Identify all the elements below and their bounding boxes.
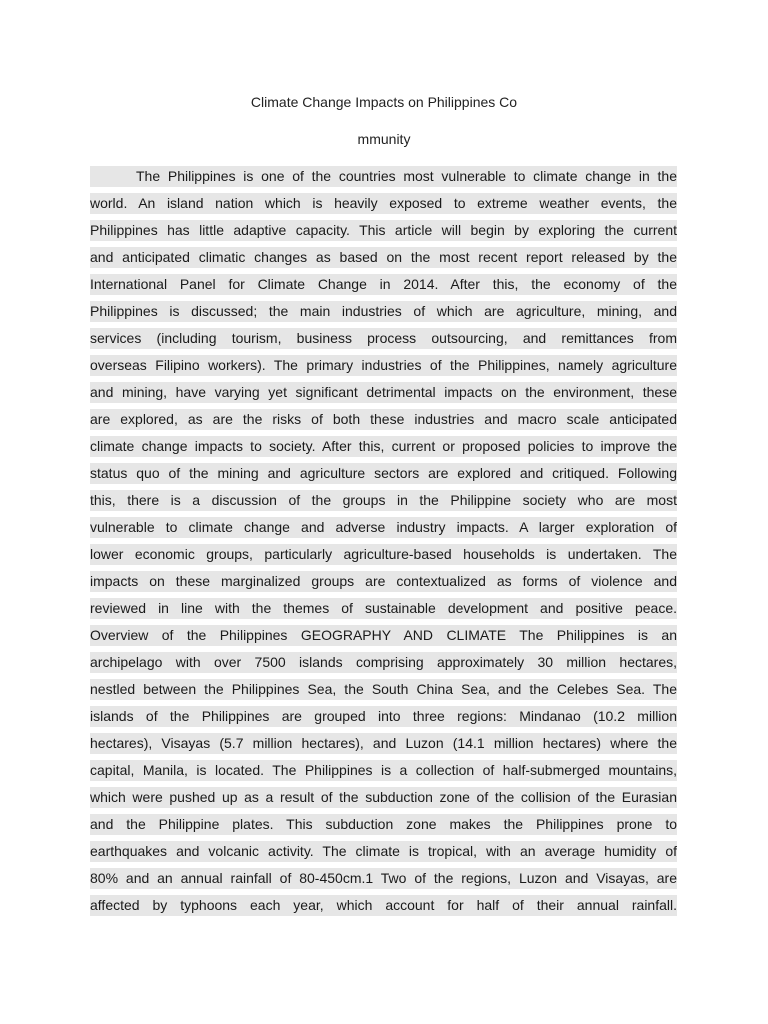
paragraph-line (90, 380, 677, 407)
paragraph-line-text: impacts on these marginalized groups are contextualized as forms of violence and (90, 571, 677, 592)
paragraph-line (90, 596, 677, 623)
paragraph-line (90, 785, 677, 812)
paragraph-line (90, 245, 677, 272)
paragraph-line (90, 299, 677, 326)
paragraph-line-text: services (including tourism, business process outsourcing, and remittances from (90, 328, 677, 349)
document-title-line-1: Climate Change Impacts on Philippines Co (250, 94, 518, 110)
paragraph-line-text: affected by typhoons each year, which account for half of their annual rainfall. (90, 895, 677, 916)
paragraph-line (90, 542, 677, 569)
paragraph-line-text: are explored, as are the risks of both these industries and macro scale anticipated (90, 409, 677, 430)
paragraph-line-text: Philippines is discussed; the main industries of which are agriculture, mining, and (90, 301, 677, 322)
paragraph-line-text: and the Philippine plates. This subduction zone makes the Philippines prone to (90, 814, 677, 835)
paragraph-line (90, 812, 677, 839)
paragraph-line (90, 731, 677, 758)
paragraph-line (90, 407, 677, 434)
document-title-line-2: mmunity (357, 131, 411, 147)
paragraph-line-text: and anticipated climatic changes as based on the most recent report released by the (90, 247, 677, 268)
paragraph-line (90, 461, 677, 488)
paragraph-line-text: and mining, have varying yet significant detrimental impacts on the environment, these (90, 382, 677, 403)
paragraph-line-text: this, there is a discussion of the groups in the Philippine society who are most (90, 490, 677, 511)
paragraph-line-text: hectares), Visayas (5.7 million hectares), and Luzon (14.1 million hectares) where the (90, 733, 677, 754)
paragraph-line-text: Overview of the Philippines GEOGRAPHY AND CLIMATE The Philippines is an (90, 625, 677, 646)
paragraph-line (90, 353, 677, 380)
paragraph-line (90, 272, 677, 299)
paragraph-line-text: 80% and an annual rainfall of 80-450cm.1 Two of the regions, Luzon and Visayas, are (90, 868, 677, 889)
paragraph-line-text: earthquakes and volcanic activity. The climate is tropical, with an average humidity of (90, 841, 677, 862)
paragraph-line (90, 515, 677, 542)
paragraph-line (90, 650, 677, 677)
paragraph-line (90, 434, 677, 461)
paragraph-line (90, 488, 677, 515)
paragraph-line-text: overseas Filipino workers). The primary industries of the Philippines, namely agriculture (90, 355, 677, 376)
paragraph-line (90, 326, 677, 353)
paragraph-line-text: status quo of the mining and agriculture sectors are explored and critiqued. Following (90, 463, 677, 484)
paragraph-line (90, 569, 677, 596)
paragraph-line-text: capital, Manila, is located. The Philippines is a collection of half-submerged mountains, (90, 760, 677, 781)
body-paragraph (90, 164, 677, 920)
paragraph-line (90, 839, 677, 866)
paragraph-line (90, 704, 677, 731)
paragraph-line-text: climate change impacts to society. After this, current or proposed policies to improve the (90, 436, 677, 457)
paragraph-line-text: nestled between the Philippines Sea, the South China Sea, and the Celebes Sea. The (90, 679, 677, 700)
paragraph-line-text: International Panel for Climate Change in 2014. After this, the economy of the (90, 274, 677, 295)
paragraph-line (90, 218, 677, 245)
paragraph-line-text: reviewed in line with the themes of sustainable development and positive peace. (90, 598, 677, 619)
paragraph-line (90, 866, 677, 893)
paragraph-line-text: Philippines has little adaptive capacity. This article will begin by exploring the current (90, 220, 677, 241)
paragraph-line-text: vulnerable to climate change and adverse industry impacts. A larger exploration of (90, 517, 677, 538)
paragraph-line-text: islands of the Philippines are grouped into three regions: Mindanao (10.2 million (90, 706, 677, 727)
paragraph-line (90, 191, 677, 218)
paragraph-line (90, 893, 677, 920)
paragraph-line-text: which were pushed up as a result of the subduction zone of the collision of the Eurasian (90, 787, 677, 808)
paragraph-line (90, 623, 677, 650)
paragraph-line-text: world. An island nation which is heavily exposed to extreme weather events, the (90, 193, 677, 214)
paragraph-line-text: archipelago with over 7500 islands comprising approximately 30 million hectares, (90, 652, 677, 673)
paragraph-line-text: lower economic groups, particularly agriculture-based households is undertaken. The (90, 544, 677, 565)
paragraph-line (90, 758, 677, 785)
paragraph-line (90, 677, 677, 704)
paragraph-line-text: The Philippines is one of the countries most vulnerable to climate change in the (90, 166, 677, 187)
paragraph-line (90, 164, 677, 191)
